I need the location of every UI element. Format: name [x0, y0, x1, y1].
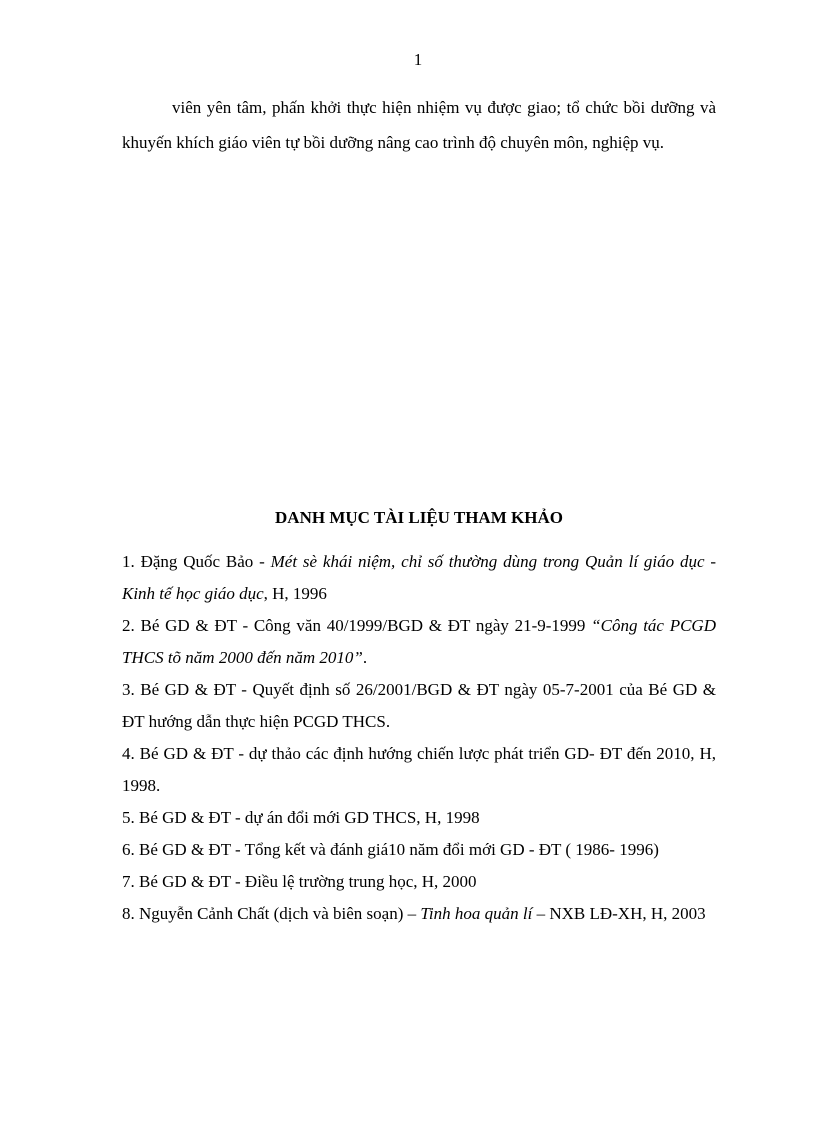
reference-text: 2. Bé GD & ĐT - Công văn 40/1999/BGD & ĐT ngày 21-9-1999: [122, 616, 592, 635]
reference-item: [122, 898, 716, 930]
reference-item: [122, 738, 716, 802]
reference-text: , H, 1996: [263, 584, 327, 603]
reference-item: [122, 610, 716, 674]
reference-text: 3. Bé GD & ĐT - Quyết định số 26/2001/BGD & ĐT ngày 05-7-2001 của Bé GD & ĐT hướng dẫn thực hiện PCGD THCS.: [122, 680, 716, 731]
reference-item: [122, 802, 716, 834]
reference-item: [122, 866, 716, 898]
reference-text: .: [362, 648, 368, 667]
reference-text: 8. Nguyễn Cảnh Chất (dịch và biên soạn) –: [122, 904, 421, 923]
reference-title: Mét sè khái niệm, chỉ số thường dùng trong Quản lí giáo dục - Kinh tế học giáo dục: [122, 552, 716, 603]
reference-text: 5. Bé GD & ĐT - dự án đổi mới GD THCS, H, 1998: [122, 808, 480, 827]
reference-title: “Công tác PCGD THCS tõ năm 2000 đến năm 2010”: [122, 616, 716, 667]
references-heading: DANH MỤC TÀI LIỆU THAM KHẢO: [275, 508, 563, 527]
reference-item: [122, 834, 716, 866]
reference-item: [122, 546, 716, 610]
page-number: 1: [413, 50, 423, 69]
reference-title: Tinh hoa quản lí: [420, 904, 533, 923]
intro-paragraph: viên yên tâm, phấn khởi thực hiện nhiệm vụ được giao; tổ chức bồi dưỡng và khuyến khích giáo viên tự bồi dưỡng nâng cao trình độ chuyên môn, nghiệp vụ.: [122, 98, 716, 152]
reference-text: 1. Đặng Quốc Bảo -: [122, 552, 271, 571]
reference-text: 4. Bé GD & ĐT - dự thảo các định hướng chiến lược phát triển GD- ĐT đến 2010, H, 1998.: [122, 744, 716, 795]
references-list: [122, 546, 716, 930]
reference-text: 7. Bé GD & ĐT - Điều lệ trường trung học, H, 2000: [122, 872, 477, 891]
reference-item: [122, 674, 716, 738]
reference-text: 6. Bé GD & ĐT - Tổng kết và đánh giá10 năm đổi mới GD - ĐT ( 1986- 1996): [122, 840, 659, 859]
reference-text: – NXB LĐ-XH, H, 2003: [532, 904, 706, 923]
